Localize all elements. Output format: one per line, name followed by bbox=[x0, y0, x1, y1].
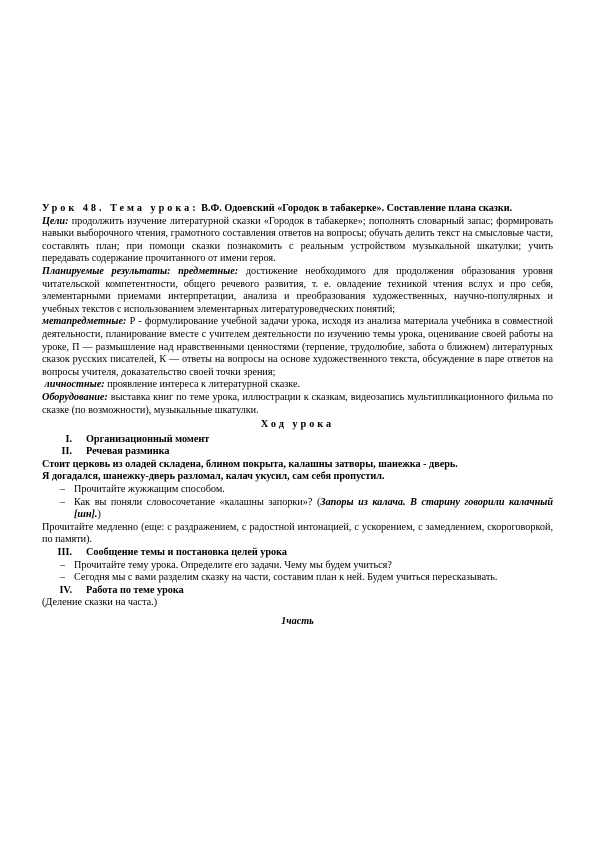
list-item-body bbox=[74, 497, 553, 522]
dash-marker: – bbox=[60, 572, 66, 584]
dash-marker: – bbox=[60, 559, 66, 571]
list-item-text: Прочитайте жужжащим способом. bbox=[74, 484, 225, 496]
goals-label: Цели: bbox=[42, 215, 69, 227]
list-item bbox=[42, 572, 553, 585]
section-heading bbox=[42, 585, 553, 598]
meta-label: метапредметные: bbox=[42, 316, 127, 328]
section-heading bbox=[42, 547, 553, 560]
equipment-label: Оборудование: bbox=[42, 391, 108, 403]
section-title: Работа по теме урока bbox=[86, 584, 184, 596]
list-item-italic: Запоры из калача. В старину говорили калачный [шн]. bbox=[74, 496, 553, 521]
list-item bbox=[42, 497, 553, 522]
dash-marker: – bbox=[60, 496, 66, 508]
division-note: (Деление сказки на часта.) bbox=[42, 597, 158, 609]
lesson-prefix: Урок 48. Тема урока: bbox=[42, 203, 199, 214]
meta-text: Р - формулирование учебной задачи урока, исходя из анализа материала учебника в совместной деятельности, планирование вместе с учителем деятельности по изучению темы урока, оценивание своей работы на уроке, П — размышление над нравственными ценностями (терпение, трудолюбие, забота о ближнем) литературных сказок русских писателей, К — ответы на вопросы на основе художественного текста, обсуждение в паре ответов на вопросы учителя, доказательство своей точки зрения; bbox=[42, 316, 554, 378]
personal-text: проявление интереса к литературной сказке. bbox=[107, 379, 301, 391]
section-heading bbox=[42, 446, 553, 459]
equipment-paragraph bbox=[42, 392, 553, 417]
list-item bbox=[42, 560, 553, 573]
lesson-plan-text bbox=[42, 203, 553, 639]
personal-results-paragraph bbox=[42, 379, 553, 392]
lesson-topic: В.Ф. Одоевский «Городок в табакерке». Составление плана сказки. bbox=[201, 203, 513, 214]
list-item bbox=[42, 484, 553, 497]
personal-label: личностные: bbox=[44, 379, 105, 391]
part-label: 1часть bbox=[281, 616, 314, 627]
list-item-text: Сегодня мы с вами разделим сказку на части, составим план к ней. Будем учиться пересказывать. bbox=[74, 572, 498, 584]
section-number: II. bbox=[61, 446, 72, 458]
equipment-text: выставка книг по теме урока, иллюстрации к сказкам, видеозапись мультипликационного фильма по сказке (по возможности), музыкальные шкатулки. bbox=[42, 391, 554, 416]
dash-marker: – bbox=[60, 484, 66, 496]
section-title: Речевая разминка bbox=[86, 446, 170, 458]
lesson-title bbox=[42, 203, 553, 216]
planned-results-paragraph bbox=[42, 266, 553, 316]
slow-read-paragraph: Прочитайте медленно (еще: с раздражением, с радостной интонацией, с ускорением, с замедлением, скороговоркой, по памяти). bbox=[42, 521, 553, 546]
planned-text: достижение необходимого для продолжения образования уровня читательской компетентности, общего речевого развития, т. е. овладение техникой чтения вслух и про себя, элементарными приемами интерпретации, анализа и преобразования художественных, научно-популярных и учебных текстов с использованием элементарных литературоведческих понятий; bbox=[42, 265, 553, 315]
section-number: III. bbox=[57, 547, 72, 559]
list-item-tail: ) bbox=[97, 509, 101, 521]
riddle-line-2: Я догадался, шанежку-дверь разломал, калач укусил, сам себя пропустил. bbox=[42, 471, 385, 483]
list-item-text: Как вы поняли словосочетание «калашны запорки»? ( bbox=[74, 496, 321, 508]
list-item-text: Прочитайте тему урока. Определите его задачи. Чему мы будем учиться? bbox=[74, 559, 392, 571]
section-title: Организационный момент bbox=[86, 433, 210, 445]
goals-text: продолжить изучение литературной сказки «Городок в табакерке»; пополнять словарный запас; формировать навыки выборочного чтения, грамотного составления ответов на вопросы; обучать делить текст на смысловые части, составлять план; при помощи сказки познакомить с реальным устройством музыкальной шкатулки; учить передавать содержание прочитанного от имени героя. bbox=[42, 215, 554, 265]
section-heading bbox=[42, 434, 553, 447]
section-number: IV. bbox=[59, 584, 72, 596]
course-heading: Ход урока bbox=[260, 419, 335, 431]
planned-label: Планируемые результаты: предметные: bbox=[42, 265, 239, 277]
section-number: I. bbox=[65, 433, 72, 445]
riddle-line-1: Стоит церковь из оладей складена, блином покрыта, калашны затворы, шанежка - дверь. bbox=[42, 458, 458, 470]
goals-paragraph bbox=[42, 216, 553, 266]
section-title: Сообщение темы и постановка целей урока bbox=[86, 547, 287, 559]
meta-results-paragraph bbox=[42, 316, 553, 379]
